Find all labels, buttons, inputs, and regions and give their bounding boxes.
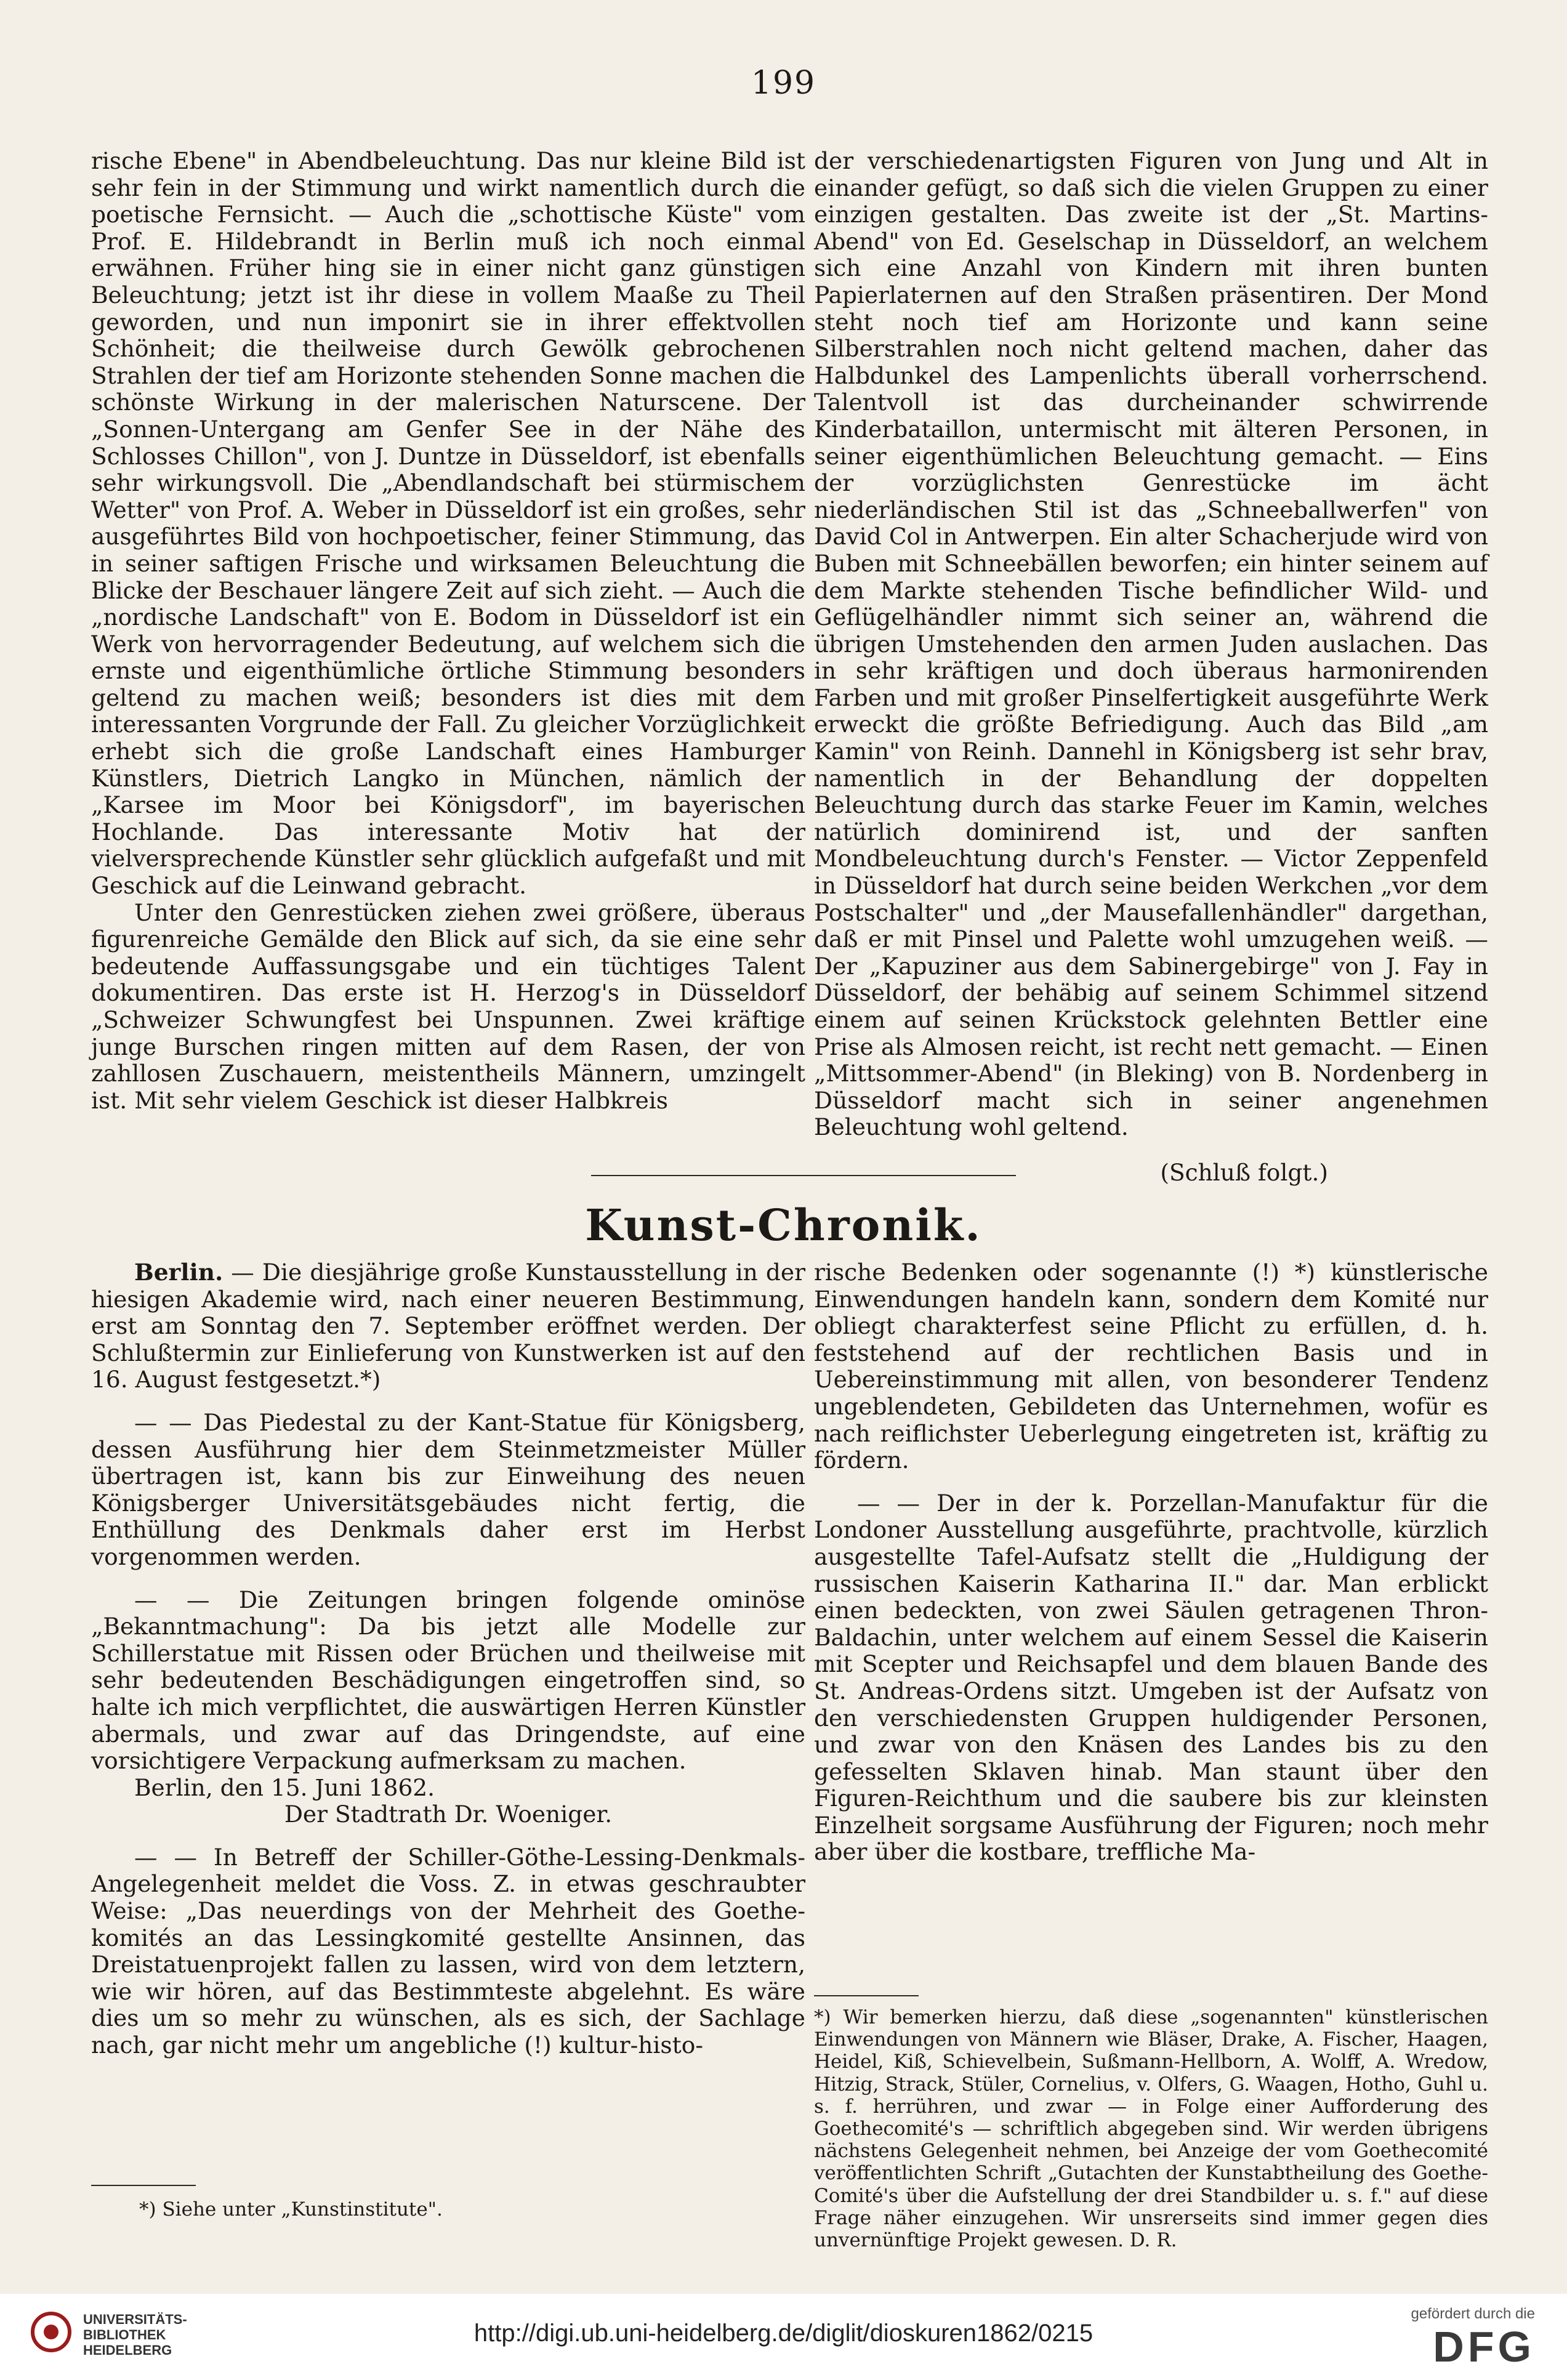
column-top-left — [91, 148, 805, 1114]
footnote: *) Wir bemerken hierzu, daß diese „sogenannten" künstlerischen Einwendungen von Männern wie Bläser, Drake, A. Fischer, Haagen, Heidel, Kiß, Schievelbein, Sußmann-Hellborn, A. Wolff, A. Wredow, Hitzig, Strack, Stüler, Cornelius, v. Olfers, G. Waagen, Hotho, Guhl u. s. f. herrühren, und zwar — in Folge einer Aufforderung des Goethecomité's — schriftlich abgegeben sind. Wir werden übrigens nächstens Gelegenheit nehmen, bei Anzeige der vom Goethecomité veröffentlichten Schrift „Gutachten der Kunstabtheilung des Goethe-Comité's über die Aufstellung der drei Standbilder u. s. f." auf diese Frage näher einzugehen. Wir unsrerseits sind immer gegen dies unvernünftige Projekt gewesen. D. R. — [814, 2006, 1488, 2252]
paragraph-text: — Die diesjährige große Kunstausstellung in der hiesigen Akademie wird, nach einer neueren Bestimmung, erst am Sonntag den 7. September eröffnet werden. Der Schlußtermin zur Einlieferung von Kunstwerken ist auf den 16. August festgesetzt.*) — [91, 1259, 805, 1394]
paragraph — [91, 1259, 805, 1394]
column-bottom-right — [814, 1259, 1488, 1866]
column-bottom-left — [91, 1259, 805, 2059]
paragraph: rische Ebene" in Abendbeleuchtung. Das nur kleine Bild ist sehr fein in der Stimmung und wirkt namentlich durch die poetische Fernsicht. — Auch die „schottische Küste" vom Prof. E. Hildebrandt in Berlin muß ich noch einmal erwähnen. Früher hing sie in einer nicht ganz günstigen Beleuchtung; jetzt ist ihr diese in vollem Maaße zu Theil geworden, und nun imponirt sie in ihrer effektvollen Schönheit; die theilweise durch Gewölk gebrochenen Strahlen der tief am Horizonte stehenden Sonne machen die schönste Wirkung in der malerischen Naturscene. Der „Sonnen-Untergang am Genfer See in der Nähe des Schlosses Chillon", von J. Duntze in Düsseldorf, ist ebenfalls sehr wirkungsvoll. Die „Abendlandschaft bei stürmischem Wetter" von Prof. A. Weber in Düsseldorf ist ein großes, sehr ausgeführtes Bild von hochpoetischer, feiner Stimmung, das in seiner saftigen Frische und wirksamen Beleuchtung die Blicke der Beschauer längere Zeit auf sich zieht. — Auch die „nordische Landschaft" von E. Bodom in Düsseldorf ist ein Werk von hervorragender Bedeutung, auf welchem sich die ernste und eigenthümliche örtliche Stimmung besonders geltend zu machen weiß; besonders ist dies mit dem interessanten Vorgrunde der Fall. Zu gleicher Vorzüglichkeit erhebt sich die große Landschaft eines Hamburger Künstlers, Dietrich Langko in München, nämlich der „Karsee im Moor bei Königsdorf", im bayerischen Hochlande. Das interessante Motiv hat der vielversprechende Künstler sehr glücklich aufgefaßt und mit Geschick auf die Leinwand gebracht. — [91, 147, 805, 900]
footnote-rule — [91, 2185, 196, 2186]
to-be-continued: (Schluß folgt.) — [1160, 1158, 1328, 1186]
paragraph: — — Das Piedestal zu der Kant-Statue für Königsberg, dessen Ausführung hier dem Steinmetzmeister Müller übertragen ist, kann bis zur Einweihung des neuen Königsberger Universitätsgebäudes nicht fertig, die Enthüllung des Denkmals daher erst im Herbst vorgenommen werden. — [91, 1408, 805, 1570]
paragraph: — — Die Zeitungen bringen folgende ominöse „Bekanntmachung": Da bis jetzt alle Modelle zur Schillerstatue mit Rissen oder Brüchen und theilweise mit sehr bedeutenden Beschädigungen eingetroffen sind, so halte ich mich verpflichtet, die auswärtigen Herren Künstler abermals, und zwar auf das Dringendste, auf eine vorsichtigere Verpackung aufmerksam zu machen. — [91, 1586, 805, 1775]
section-title: Kunst-Chronik. — [585, 1200, 982, 1251]
footnote-rule — [814, 1995, 919, 1996]
dfg-logo: DFG — [1433, 2323, 1535, 2371]
column-top-right — [814, 148, 1488, 1187]
paragraph: rische Bedenken oder sogenannte (!) *) künstlerische Einwendungen handeln kann, sondern dem Komité nur obliegt charakterfest seine Pflicht zu erfüllen, d. h. feststehend auf der rechtlichen Basis und in Uebereinstimmung mit allen, von besonderer Tendenz ungeblendeten, Gebildeten das Unternehmen, wofür es nach reiflichster Ueberlegung eingetreten ist, kräftig zu fördern. — [814, 1259, 1488, 1474]
dateline: Berlin, den 15. Juni 1862. — [134, 1773, 435, 1801]
library-name: UNIVERSITÄTS- BIBLIOTHEK HEIDELBERG — [83, 2312, 187, 2358]
footnote: *) Siehe unter „Kunstinstitute". — [139, 2198, 443, 2221]
section-divider — [591, 1175, 1016, 1176]
page-number: 199 — [751, 65, 816, 102]
paragraph: der verschiedenartigsten Figuren von Jung und Alt in einander gefügt, so daß sich die vielen Gruppen zu einer einzigen gestalten. Das zweite ist der „St. Martins-Abend" von Ed. Geselschap in Düsseldorf, an welchem sich eine Anzahl von Kindern mit ihren bunten Papierlaternen auf den Straßen präsentiren. Der Mond steht noch tief am Horizonte und kann seine Silberstrahlen noch nicht geltend machen, daher das Halbdunkel des Lampenlichts überall vorherrschend. Talentvoll ist das durcheinander schwirrende Kinderbataillon, untermischt mit älteren Personen, in seiner eigenthümlichen Beleuchtung gemacht. — Eins der vorzüglichsten Genrestücke im ächt niederländischen Stil ist das „Schneeballwerfen" von David Col in Antwerpen. Ein alter Schacherjude wird von Buben mit Schneebällen beworfen; ein hinter seinem auf dem Markte stehenden Tische befindlicher Wild- und Geflügelhändler nimmt sich seiner an, während die übrigen Umstehenden den armen Juden auslachen. Das in sehr kräftigen und doch überaus harmonirenden Farben und mit großer Pinselfertigkeit ausgeführte Werk erweckt die größte Befriedigung. Auch das Bild „am Kamin" von Reinh. Dannehl in Königsberg ist sehr brav, namentlich in der Behandlung der doppelten Beleuchtung durch das starke Feuer im Kamin, welches natürlich dominirend ist, und der sanften Mondbeleuchtung durch's Fenster. — Victor Zeppenfeld in Düsseldorf hat durch seine beiden Werkchen „vor dem Postschalter" und „der Mausefallenhändler" dargethan, daß er mit Pinsel und Palette wohl umzugehen weiß. — Der „Kapuziner aus dem Sabinergebirge" von J. Fay in Düsseldorf, der behäbig auf seinem Schimmel sitzend einem auf seinen Krückstock gelehnten Bettler eine Prise als Almosen reicht, ist recht nett gemacht. — Einen „Mittsommer-Abend" (in Bleking) von B. Nordenberg in Düsseldorf macht sich in seiner angenehmen Beleuchtung wohl geltend. — [814, 147, 1488, 1141]
location-lead: Berlin. — [134, 1259, 224, 1286]
paragraph: Unter den Genrestücken ziehen zwei größere, überaus figurenreiche Gemälde den Blick auf sich, da sie eine sehr bedeutende Auffassungsgabe und ein tüchtiges Talent dokumentiren. Das erste ist H. Herzog's in Düsseldorf „Schweizer Schwungfest bei Unspunnen. Zwei kräftige junge Burschen ringen mitten auf dem Rasen, der von zahllosen Zuschauern, meistentheils Männern, umzingelt ist. Mit sehr vielem Geschick ist dieser Halbkreis — [91, 898, 805, 1114]
source-url[interactable]: http://digi.ub.uni-heidelberg.de/diglit/dioskuren1862/0215 — [473, 2320, 1094, 2347]
paragraph: — — Der in der k. Porzellan-Manufaktur für die Londoner Ausstellung ausgeführte, prachtvolle, kürzlich ausgestellte Tafel-Aufsatz stellt die „Huldigung der russischen Kaiserin Katharina II." dar. Man erblickt einen bedeckten, von zwei Säulen getragenen Thron-Baldachin, unter welchem auf einem Sessel die Kaiserin mit Scepter und Reichsapfel und dem blauen Bande des St. Andreas-Ordens sitzt. Umgeben ist der Aufsatz von den verschiedensten Gruppen huldigender Personen, und zwar von den Knäsen des Landes bis zu den gefesselten Sklaven hinab. Man staunt über den Figuren-Reichthum und die saubere bis zur kleinsten Einzelheit sorgsame Ausführung der Figuren; noch mehr aber über die kostbare, treffliche Ma- — [814, 1489, 1488, 1866]
paragraph: — — In Betreff der Schiller-Göthe-Lessing-Denkmals-Angelegenheit meldet die Voss. Z. in etwas geschraubter Weise: „Das neuerdings von der Mehrheit des Goethe-komités an das Lessingkomité gestellte Ansinnen, das Dreistatuenprojekt fallen zu lassen, wird von dem letztern, wie wir hören, auf das Bestimmteste abgelehnt. Es wäre dies um so mehr zu wünschen, als es sich, der Sachlage nach, gar nicht mehr um angebliche (!) kultur-histo- — [91, 1843, 805, 2059]
sponsor-caption: gefördert durch die — [1411, 2305, 1535, 2322]
signature: Der Stadtrath Dr. Woeniger. — [284, 1801, 613, 1828]
